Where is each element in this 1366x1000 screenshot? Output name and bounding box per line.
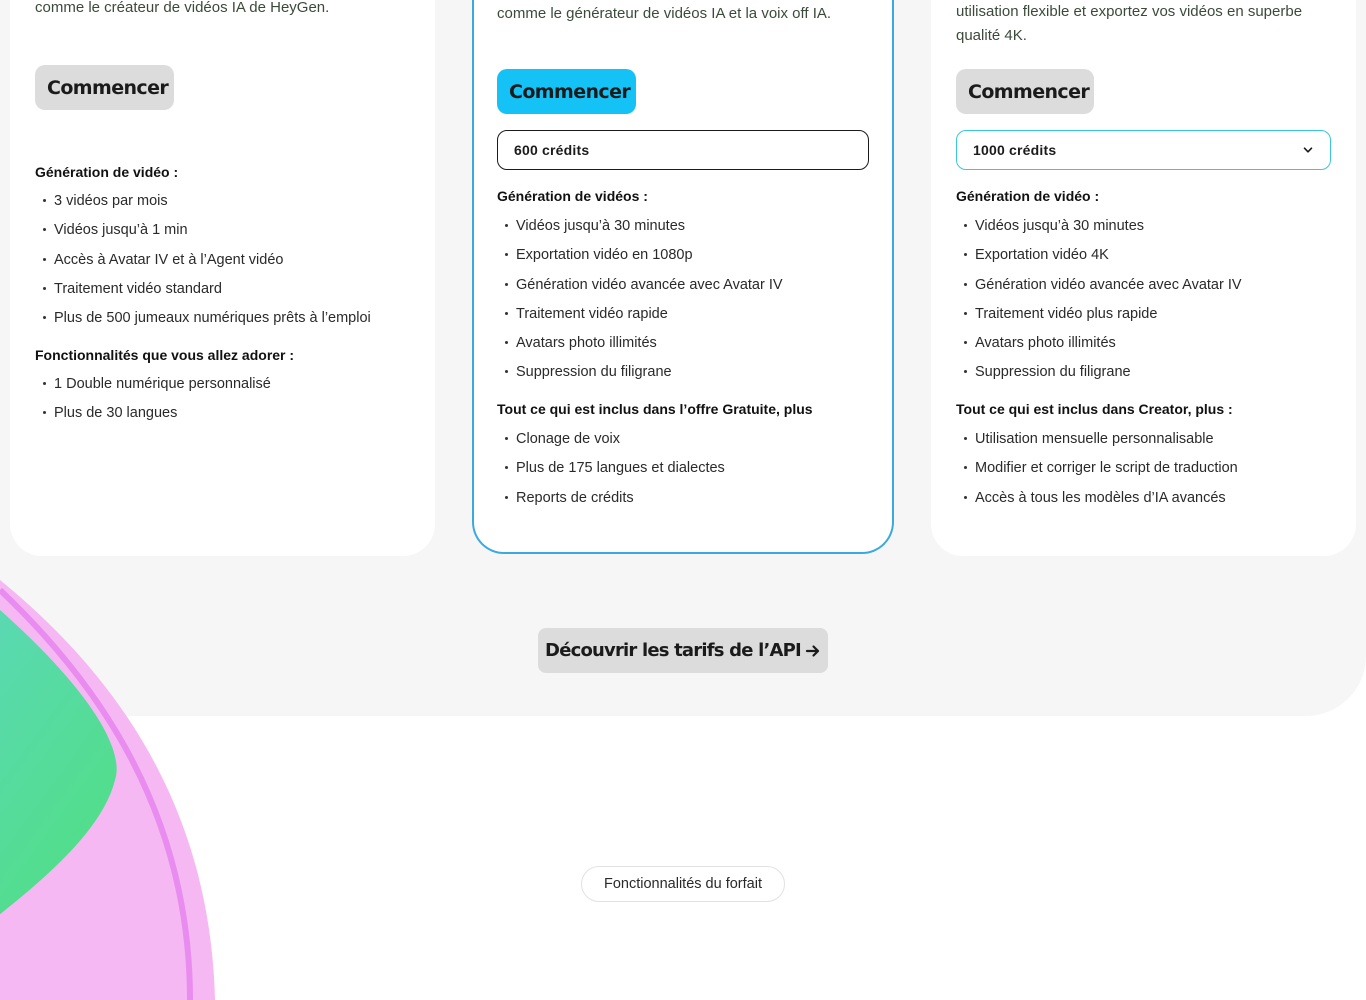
plan-description: comme le générateur de vidéos IA et la voix off IA. bbox=[497, 5, 832, 22]
list-item: Accès à Avatar IV et à l’Agent vidéo bbox=[35, 250, 371, 279]
plan-description: comme le créateur de vidéos IA de HeyGen. bbox=[35, 0, 330, 16]
list-item: Vidéos jusqu’à 30 minutes bbox=[956, 216, 1242, 245]
credits-select[interactable] bbox=[956, 130, 1331, 170]
list-item: 3 vidéos par mois bbox=[35, 191, 371, 220]
list-item: Plus de 500 jumeaux numériques prêts à l’emploi bbox=[35, 308, 371, 337]
list-item: Utilisation mensuelle personnalisable bbox=[956, 429, 1238, 458]
select-value: 600 crédits bbox=[514, 142, 590, 158]
chevron-down-icon bbox=[1302, 144, 1314, 156]
feature-list bbox=[497, 216, 783, 392]
list-item: Clonage de voix bbox=[497, 429, 725, 458]
list-item: Modifier et corriger le script de traduction bbox=[956, 458, 1238, 487]
list-item: Suppression du filigrane bbox=[497, 362, 783, 391]
feature-list bbox=[956, 429, 1238, 517]
section-title: Tout ce qui est inclus dans l’offre Gratuite, plus bbox=[497, 401, 813, 417]
section-title: Tout ce qui est inclus dans Creator, plus : bbox=[956, 401, 1233, 417]
feature-list bbox=[497, 429, 725, 517]
list-item: Exportation vidéo 4K bbox=[956, 245, 1242, 274]
feature-list bbox=[35, 374, 271, 433]
list-item: Plus de 30 langues bbox=[35, 403, 271, 432]
plan-card-creator bbox=[472, 0, 894, 554]
start-button[interactable]: Commencer bbox=[35, 65, 174, 110]
start-button[interactable]: Commencer bbox=[497, 69, 636, 114]
feature-list bbox=[35, 191, 371, 337]
api-pricing-label: Découvrir les tarifs de l’API bbox=[545, 640, 801, 661]
plan-features-pill: Fonctionnalités du forfait bbox=[581, 866, 785, 902]
list-item: Exportation vidéo en 1080p bbox=[497, 245, 783, 274]
list-item: Traitement vidéo rapide bbox=[497, 304, 783, 333]
list-item: Génération vidéo avancée avec Avatar IV bbox=[956, 275, 1242, 304]
feature-list bbox=[956, 216, 1242, 392]
section-title: Fonctionnalités que vous allez adorer : bbox=[35, 347, 295, 363]
list-item: Traitement vidéo standard bbox=[35, 279, 371, 308]
section-title: Génération de vidéo : bbox=[956, 188, 1100, 204]
list-item: Vidéos jusqu’à 30 minutes bbox=[497, 216, 783, 245]
plan-description: utilisation flexible et exportez vos vidéos en superbe qualité 4K. bbox=[956, 3, 1303, 44]
api-pricing-button[interactable] bbox=[538, 628, 828, 673]
list-item: Vidéos jusqu’à 1 min bbox=[35, 220, 371, 249]
list-item: Plus de 175 langues et dialectes bbox=[497, 458, 725, 487]
list-item: 1 Double numérique personnalisé bbox=[35, 374, 271, 403]
plan-card-team bbox=[931, 0, 1356, 556]
list-item: Avatars photo illimités bbox=[497, 333, 783, 362]
section-title: Génération de vidéo : bbox=[35, 164, 179, 180]
plan-card-free bbox=[10, 0, 435, 556]
list-item: Traitement vidéo plus rapide bbox=[956, 304, 1242, 333]
list-item: Génération vidéo avancée avec Avatar IV bbox=[497, 275, 783, 304]
list-item: Suppression du filigrane bbox=[956, 362, 1242, 391]
section-title: Génération de vidéos : bbox=[497, 188, 648, 204]
select-value: 1000 crédits bbox=[973, 142, 1057, 158]
list-item: Accès à tous les modèles d’IA avancés bbox=[956, 488, 1238, 517]
credits-select[interactable] bbox=[497, 130, 869, 170]
arrow-right-icon bbox=[805, 643, 821, 659]
list-item: Avatars photo illimités bbox=[956, 333, 1242, 362]
start-button[interactable]: Commencer bbox=[956, 69, 1094, 114]
list-item: Reports de crédits bbox=[497, 488, 725, 517]
